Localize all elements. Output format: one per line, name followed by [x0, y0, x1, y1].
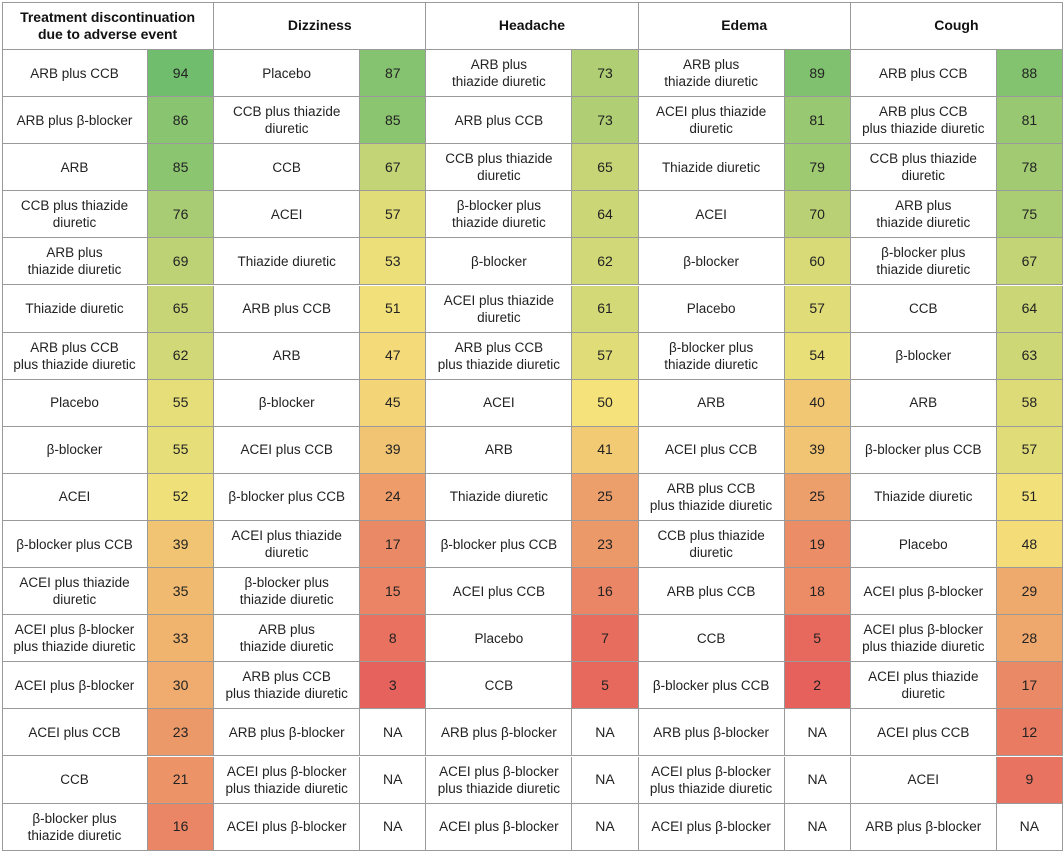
column-header: Dizziness — [214, 2, 426, 50]
value-cell: 67 — [997, 238, 1063, 285]
value-cell: 62 — [572, 238, 638, 285]
treatment-label: CCB — [426, 662, 572, 709]
value-cell: 86 — [148, 97, 214, 144]
value-cell: 57 — [785, 286, 851, 333]
value-cell: 88 — [997, 50, 1063, 97]
treatment-label: β-blocker — [214, 380, 360, 427]
value-cell: 25 — [785, 474, 851, 521]
value-cell: 67 — [360, 144, 426, 191]
value-cell: 51 — [360, 286, 426, 333]
treatment-label: β-blocker plus CCB — [426, 521, 572, 568]
value-cell: 51 — [997, 474, 1063, 521]
value-cell: NA — [360, 757, 426, 804]
value-cell: 9 — [997, 757, 1063, 804]
treatment-label: ARB plus β-blocker — [426, 709, 572, 756]
treatment-label: CCB plus thiazide diuretic — [2, 191, 148, 238]
treatment-label: Thiazide diuretic — [426, 474, 572, 521]
value-cell: 39 — [785, 427, 851, 474]
value-cell: 81 — [785, 97, 851, 144]
value-cell: 70 — [785, 191, 851, 238]
treatment-label: CCB plus thiazide diuretic — [214, 97, 360, 144]
treatment-label: ARB plus β-blocker — [2, 97, 148, 144]
treatment-label: ACEI plus CCB — [851, 709, 997, 756]
value-cell: 5 — [785, 615, 851, 662]
treatment-label: ACEI plus β-blocker — [2, 662, 148, 709]
treatment-label: ARB plus thiazide diuretic — [851, 191, 997, 238]
value-cell: 73 — [572, 97, 638, 144]
value-cell: 64 — [997, 286, 1063, 333]
treatment-label: ARB plus CCB plus thiazide diuretic — [851, 97, 997, 144]
treatment-label: ACEI plus CCB — [2, 709, 148, 756]
value-cell: 50 — [572, 380, 638, 427]
treatment-label: ARB — [426, 427, 572, 474]
treatment-label: ACEI — [2, 474, 148, 521]
treatment-label: Thiazide diuretic — [2, 286, 148, 333]
treatment-label: ACEI plus β-blocker — [639, 804, 785, 851]
value-cell: NA — [997, 804, 1063, 851]
treatment-label: ARB — [214, 333, 360, 380]
value-cell: 54 — [785, 333, 851, 380]
value-cell: 52 — [148, 474, 214, 521]
value-cell: 40 — [785, 380, 851, 427]
treatment-label: β-blocker plus thiazide diuretic — [2, 804, 148, 851]
treatment-label: ARB plus β-blocker — [851, 804, 997, 851]
column-header: Cough — [851, 2, 1063, 50]
value-cell: 57 — [997, 427, 1063, 474]
value-cell: 69 — [148, 238, 214, 285]
column-header: Treatment discontinuation due to adverse event — [2, 2, 214, 50]
treatment-label: ARB plus β-blocker — [214, 709, 360, 756]
treatment-label: Thiazide diuretic — [214, 238, 360, 285]
value-cell: 5 — [572, 662, 638, 709]
value-cell: 58 — [997, 380, 1063, 427]
value-cell: 55 — [148, 427, 214, 474]
treatment-label: ARB — [2, 144, 148, 191]
treatment-label: ACEI plus β-blocker — [851, 568, 997, 615]
treatment-label: ACEI — [851, 757, 997, 804]
value-cell: 87 — [360, 50, 426, 97]
value-cell: 39 — [360, 427, 426, 474]
value-cell: 25 — [572, 474, 638, 521]
value-cell: 64 — [572, 191, 638, 238]
value-cell: 79 — [785, 144, 851, 191]
value-cell: 7 — [572, 615, 638, 662]
treatment-label: Placebo — [639, 286, 785, 333]
value-cell: 17 — [360, 521, 426, 568]
treatment-label: CCB plus thiazide diuretic — [426, 144, 572, 191]
treatment-label: Thiazide diuretic — [851, 474, 997, 521]
value-cell: 55 — [148, 380, 214, 427]
treatment-label: ACEI plus β-blocker — [214, 804, 360, 851]
treatment-label: ACEI plus thiazide diuretic — [2, 568, 148, 615]
treatment-label: ACEI plus β-blocker — [426, 804, 572, 851]
treatment-label: ARB plus CCB plus thiazide diuretic — [426, 333, 572, 380]
value-cell: 19 — [785, 521, 851, 568]
value-cell: NA — [572, 804, 638, 851]
treatment-label: ACEI plus CCB — [214, 427, 360, 474]
value-cell: NA — [572, 757, 638, 804]
treatment-label: ARB plus CCB plus thiazide diuretic — [639, 474, 785, 521]
value-cell: 65 — [148, 286, 214, 333]
treatment-label: Placebo — [426, 615, 572, 662]
treatment-label: CCB — [851, 286, 997, 333]
value-cell: 41 — [572, 427, 638, 474]
treatment-label: ACEI plus β-blocker plus thiazide diuretic — [639, 757, 785, 804]
treatment-label: ACEI plus β-blocker plus thiazide diuretic — [426, 757, 572, 804]
value-cell: 39 — [148, 521, 214, 568]
treatment-label: ARB plus CCB — [2, 50, 148, 97]
value-cell: 61 — [572, 286, 638, 333]
treatment-label: Placebo — [851, 521, 997, 568]
value-cell: 33 — [148, 615, 214, 662]
treatment-label: ACEI plus thiazide diuretic — [639, 97, 785, 144]
treatment-label: β-blocker — [851, 333, 997, 380]
treatment-label: ACEI plus thiazide diuretic — [426, 286, 572, 333]
value-cell: NA — [360, 709, 426, 756]
treatment-label: ARB plus β-blocker — [639, 709, 785, 756]
value-cell: 2 — [785, 662, 851, 709]
treatment-label: ARB plus CCB plus thiazide diuretic — [214, 662, 360, 709]
treatment-label: ARB plus thiazide diuretic — [426, 50, 572, 97]
value-cell: 60 — [785, 238, 851, 285]
treatment-label: ACEI — [426, 380, 572, 427]
value-cell: 48 — [997, 521, 1063, 568]
treatment-label: ARB plus CCB plus thiazide diuretic — [2, 333, 148, 380]
treatment-label: β-blocker plus thiazide diuretic — [851, 238, 997, 285]
value-cell: 57 — [360, 191, 426, 238]
treatment-label: CCB — [214, 144, 360, 191]
value-cell: 23 — [148, 709, 214, 756]
value-cell: 18 — [785, 568, 851, 615]
treatment-label: ACEI plus β-blocker plus thiazide diuretic — [2, 615, 148, 662]
treatment-label: CCB plus thiazide diuretic — [639, 521, 785, 568]
treatment-label: β-blocker plus thiazide diuretic — [214, 568, 360, 615]
treatment-label: β-blocker — [2, 427, 148, 474]
value-cell: 94 — [148, 50, 214, 97]
value-cell: 75 — [997, 191, 1063, 238]
value-cell: 85 — [148, 144, 214, 191]
treatment-label: Placebo — [214, 50, 360, 97]
treatment-label: Thiazide diuretic — [639, 144, 785, 191]
value-cell: NA — [572, 709, 638, 756]
value-cell: 76 — [148, 191, 214, 238]
value-cell: 16 — [572, 568, 638, 615]
value-cell: 57 — [572, 333, 638, 380]
value-cell: 28 — [997, 615, 1063, 662]
treatment-label: ARB plus thiazide diuretic — [214, 615, 360, 662]
value-cell: 30 — [148, 662, 214, 709]
treatment-label: ACEI plus CCB — [639, 427, 785, 474]
value-cell: 23 — [572, 521, 638, 568]
value-cell: 73 — [572, 50, 638, 97]
treatment-label: ACEI — [214, 191, 360, 238]
treatment-label: ARB plus thiazide diuretic — [2, 238, 148, 285]
value-cell: 63 — [997, 333, 1063, 380]
value-cell: NA — [785, 757, 851, 804]
treatment-label: β-blocker plus thiazide diuretic — [639, 333, 785, 380]
value-cell: 8 — [360, 615, 426, 662]
value-cell: 24 — [360, 474, 426, 521]
treatment-label: ACEI plus thiazide diuretic — [851, 662, 997, 709]
value-cell: NA — [785, 804, 851, 851]
value-cell: 45 — [360, 380, 426, 427]
value-cell: 81 — [997, 97, 1063, 144]
treatment-label: ACEI — [639, 191, 785, 238]
treatment-label: ACEI plus thiazide diuretic — [214, 521, 360, 568]
value-cell: 53 — [360, 238, 426, 285]
value-cell: 35 — [148, 568, 214, 615]
treatment-label: ARB — [639, 380, 785, 427]
value-cell: 62 — [148, 333, 214, 380]
column-header: Headache — [426, 2, 638, 50]
treatment-label: ARB — [851, 380, 997, 427]
value-cell: 85 — [360, 97, 426, 144]
value-cell: 21 — [148, 757, 214, 804]
value-cell: 15 — [360, 568, 426, 615]
value-cell: 16 — [148, 804, 214, 851]
treatment-label: ARB plus CCB — [214, 286, 360, 333]
treatment-label: β-blocker plus CCB — [214, 474, 360, 521]
value-cell: NA — [360, 804, 426, 851]
column-header: Edema — [639, 2, 851, 50]
treatment-label: β-blocker plus CCB — [851, 427, 997, 474]
treatment-label: ARB plus CCB — [851, 50, 997, 97]
value-cell: NA — [785, 709, 851, 756]
treatment-label: ACEI plus β-blocker plus thiazide diuretic — [851, 615, 997, 662]
treatment-label: β-blocker plus CCB — [639, 662, 785, 709]
value-cell: 65 — [572, 144, 638, 191]
treatment-label: β-blocker — [426, 238, 572, 285]
treatment-label: ARB plus CCB — [426, 97, 572, 144]
treatment-label: β-blocker — [639, 238, 785, 285]
treatment-label: ACEI plus β-blocker plus thiazide diuretic — [214, 757, 360, 804]
value-cell: 89 — [785, 50, 851, 97]
treatment-label: CCB — [2, 757, 148, 804]
treatment-label: β-blocker plus CCB — [2, 521, 148, 568]
treatment-label: ARB plus CCB — [639, 568, 785, 615]
treatment-label: CCB plus thiazide diuretic — [851, 144, 997, 191]
treatment-label: ACEI plus CCB — [426, 568, 572, 615]
value-cell: 12 — [997, 709, 1063, 756]
value-cell: 78 — [997, 144, 1063, 191]
value-cell: 47 — [360, 333, 426, 380]
value-cell: 17 — [997, 662, 1063, 709]
treatment-label: ARB plus thiazide diuretic — [639, 50, 785, 97]
value-cell: 3 — [360, 662, 426, 709]
treatment-label: β-blocker plus thiazide diuretic — [426, 191, 572, 238]
value-cell: 29 — [997, 568, 1063, 615]
treatment-label: Placebo — [2, 380, 148, 427]
treatment-label: CCB — [639, 615, 785, 662]
